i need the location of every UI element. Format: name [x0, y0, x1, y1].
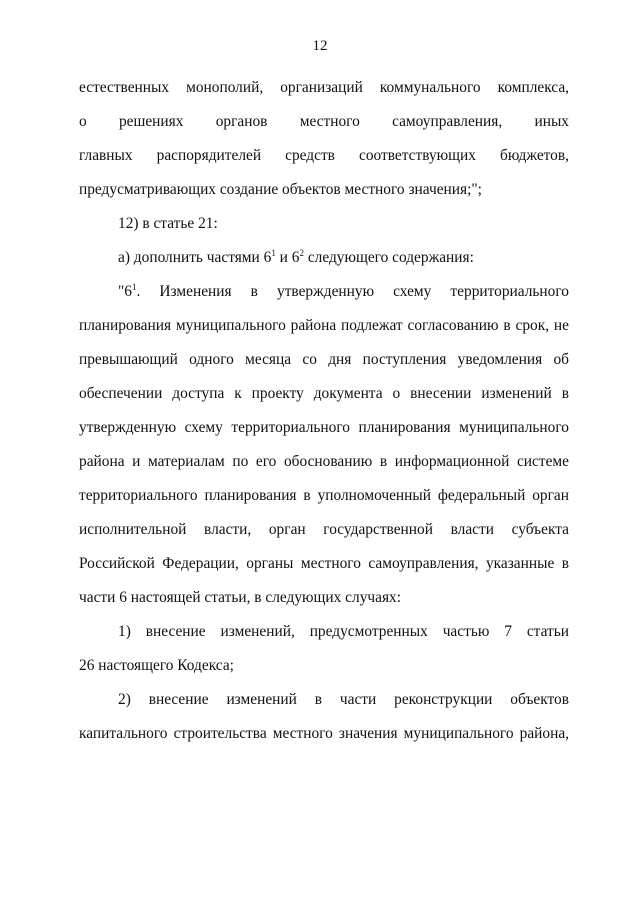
- text-line: планирования муниципального района подлежат согласованию в срок, не: [79, 317, 569, 334]
- list-heading-line: 12) в статье 21:: [118, 215, 218, 232]
- text-fragment: и 6: [275, 249, 300, 266]
- text-line: 1) внесение изменений, предусмотренных частью 7 статьи: [118, 623, 569, 640]
- text-line: территориального планирования в уполномоченный федеральный орган: [79, 487, 569, 504]
- superscript: 2: [299, 248, 304, 258]
- text-line: 26 настоящего Кодекса;: [79, 657, 234, 674]
- document-body: [79, 71, 569, 751]
- text-fragment: а) дополнить частями 6: [118, 249, 272, 266]
- superscript: 1: [131, 282, 137, 292]
- page-number: 12: [312, 38, 328, 54]
- superscript: 1: [271, 248, 276, 258]
- text-line: 2) внесение изменений в части реконструкции объектов: [118, 691, 569, 708]
- text-line: района и материалам по его обоснованию в информационной системе: [79, 453, 569, 470]
- text-line: обеспечении доступа к проекту документа о внесении изменений в: [79, 385, 569, 402]
- text-line: главных распорядителей средств соответствующих бюджетов,: [79, 147, 569, 164]
- text-line: исполнительной власти, орган государственной власти субъекта: [79, 521, 569, 538]
- text-line: части 6 настоящей статьи, в следующих случаях:: [79, 589, 402, 606]
- text-line: о решениях органов местного самоуправления, иных: [79, 113, 569, 130]
- text-line: утвержденную схему территориального планирования муниципального: [79, 419, 569, 436]
- text-line: естественных монополий, организаций коммунального комплекса,: [79, 79, 569, 96]
- text-line: предусматривающих создание объектов местного значения;";: [79, 181, 482, 198]
- text-line: превышающий одного месяца со дня поступления уведомления об: [79, 351, 569, 368]
- text-line-with-superscripts: [79, 241, 569, 275]
- text-line: Российской Федерации, органы местного самоуправления, указанные в: [79, 555, 569, 572]
- text-fragment: "6: [118, 283, 132, 300]
- text-fragment: . Изменения в утвержденную схему территориального: [136, 283, 569, 300]
- text-line: капитального строительства местного значения муниципального района,: [79, 725, 569, 742]
- text-fragment: следующего содержания:: [303, 249, 474, 266]
- text-line-with-superscript: [79, 275, 569, 309]
